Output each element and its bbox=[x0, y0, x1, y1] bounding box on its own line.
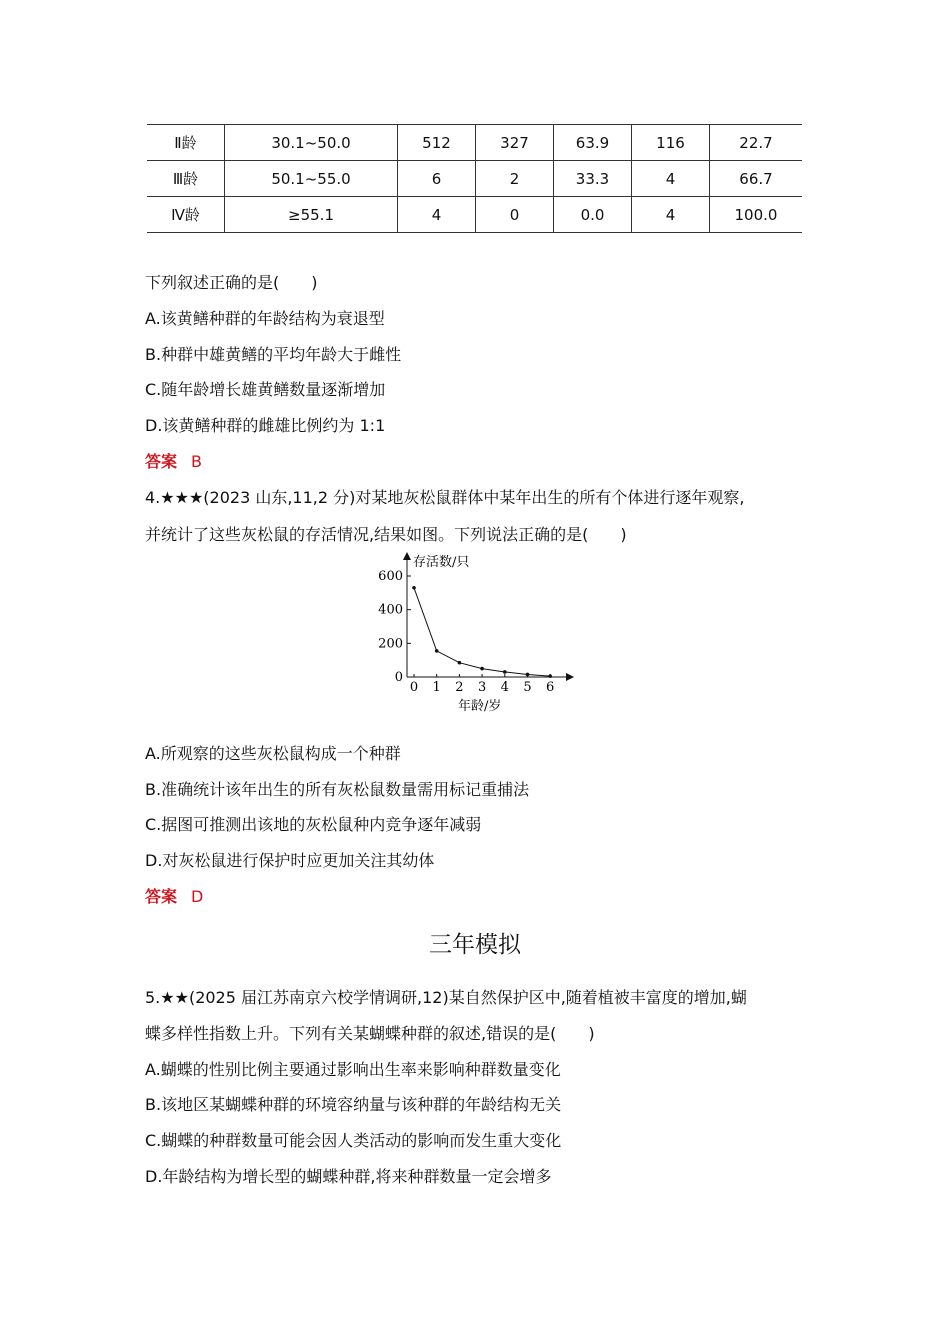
table-cell: 30.1~50.0 bbox=[225, 125, 398, 161]
table-cell: 0.0 bbox=[554, 197, 632, 233]
table-cell: 100.0 bbox=[710, 197, 803, 233]
table-cell: Ⅱ龄 bbox=[147, 125, 225, 161]
y-tick-label: 400 bbox=[378, 602, 403, 618]
table-row bbox=[147, 197, 802, 233]
y-tick-label: 200 bbox=[378, 636, 403, 652]
q4-stem-line1: 4.★★★(2023 山东,11,2 分)对某地灰松鼠群体中某年出生的所有个体进行逐年观察, bbox=[145, 488, 745, 507]
q4-option-d: D.对灰松鼠进行保护时应更加关注其幼体 bbox=[145, 851, 435, 870]
q5-stem-line1: 5.★★(2025 届江苏南京六校学情调研,12)某自然保护区中,随着植被丰富度的增加,蝴 bbox=[145, 988, 747, 1007]
data-point bbox=[526, 673, 530, 677]
answer-label: 答案 bbox=[145, 452, 178, 471]
y-tick-label: 600 bbox=[378, 569, 403, 584]
data-point bbox=[412, 586, 416, 590]
q3-option-c: C.随年龄增长雄黄鳝数量逐渐增加 bbox=[145, 380, 386, 399]
table-row bbox=[147, 161, 802, 197]
x-tick-label: 2 bbox=[455, 680, 464, 695]
y-tick-label: 0 bbox=[394, 670, 403, 685]
answer-letter: D bbox=[191, 887, 204, 906]
table-cell: 2 bbox=[476, 161, 554, 197]
q5-option-b: B.该地区某蝴蝶种群的环境容纳量与该种群的年龄结构无关 bbox=[145, 1095, 562, 1114]
table-cell: 116 bbox=[632, 125, 710, 161]
q4-stem-line2: 并统计了这些灰松鼠的存活情况,结果如图。下列说法正确的是( ) bbox=[145, 525, 627, 544]
survival-chart bbox=[370, 548, 590, 720]
table-cell: 63.9 bbox=[554, 125, 632, 161]
x-tick-label: 4 bbox=[500, 680, 509, 695]
q5-option-d: D.年龄结构为增长型的蝴蝶种群,将来种群数量一定会增多 bbox=[145, 1167, 552, 1186]
x-tick-label: 1 bbox=[432, 680, 441, 695]
section-title: 三年模拟 bbox=[429, 932, 521, 958]
x-tick-label: 5 bbox=[523, 680, 532, 695]
age-structure-table bbox=[147, 124, 802, 233]
table-cell: Ⅳ龄 bbox=[147, 197, 225, 233]
table-cell: 66.7 bbox=[710, 161, 803, 197]
y-axis-label: 存活数/只 bbox=[413, 555, 470, 570]
table-cell: 4 bbox=[632, 161, 710, 197]
q4-answer bbox=[145, 884, 203, 907]
table-cell: 512 bbox=[398, 125, 476, 161]
series-line bbox=[414, 588, 550, 676]
q4-option-a: A.所观察的这些灰松鼠构成一个种群 bbox=[145, 744, 401, 763]
data-point bbox=[548, 674, 552, 678]
table-cell: 6 bbox=[398, 161, 476, 197]
q3-stem: 下列叙述正确的是( ) bbox=[145, 273, 318, 292]
data-point bbox=[480, 667, 484, 671]
q4-option-c: C.据图可推测出该地的灰松鼠种内竞争逐年减弱 bbox=[145, 815, 482, 834]
data-point bbox=[458, 661, 462, 665]
table-cell: 4 bbox=[632, 197, 710, 233]
q5-option-c: C.蝴蝶的种群数量可能会因人类活动的影响而发生重大变化 bbox=[145, 1131, 562, 1150]
table-cell: Ⅲ龄 bbox=[147, 161, 225, 197]
q3-option-b: B.种群中雄黄鳝的平均年龄大于雌性 bbox=[145, 345, 402, 364]
data-point bbox=[435, 649, 439, 653]
q3-option-d: D.该黄鳝种群的雌雄比例约为 1:1 bbox=[145, 416, 386, 435]
x-tick-label: 3 bbox=[477, 680, 487, 695]
x-tick-label: 6 bbox=[546, 680, 555, 695]
table-cell: 50.1~55.0 bbox=[225, 161, 398, 197]
table-row bbox=[147, 125, 802, 161]
q4-option-b: B.准确统计该年出生的所有灰松鼠数量需用标记重捕法 bbox=[145, 780, 530, 799]
table-cell: 327 bbox=[476, 125, 554, 161]
table-cell: 0 bbox=[476, 197, 554, 233]
q5-option-a: A.蝴蝶的性别比例主要通过影响出生率来影响种群数量变化 bbox=[145, 1060, 561, 1079]
table-cell: 4 bbox=[398, 197, 476, 233]
q5-stem-line2: 蝶多样性指数上升。下列有关某蝴蝶种群的叙述,错误的是( ) bbox=[145, 1024, 595, 1043]
x-axis-label: 年龄/岁 bbox=[458, 699, 502, 714]
x-tick-label: 0 bbox=[409, 680, 419, 695]
table-cell: ≥55.1 bbox=[225, 197, 398, 233]
q3-option-a: A.该黄鳝种群的年龄结构为衰退型 bbox=[145, 309, 385, 328]
data-point bbox=[503, 670, 507, 674]
answer-label: 答案 bbox=[145, 887, 178, 906]
table-cell: 33.3 bbox=[554, 161, 632, 197]
q3-answer bbox=[145, 449, 202, 472]
table-cell: 22.7 bbox=[710, 125, 803, 161]
answer-letter: B bbox=[191, 452, 202, 471]
